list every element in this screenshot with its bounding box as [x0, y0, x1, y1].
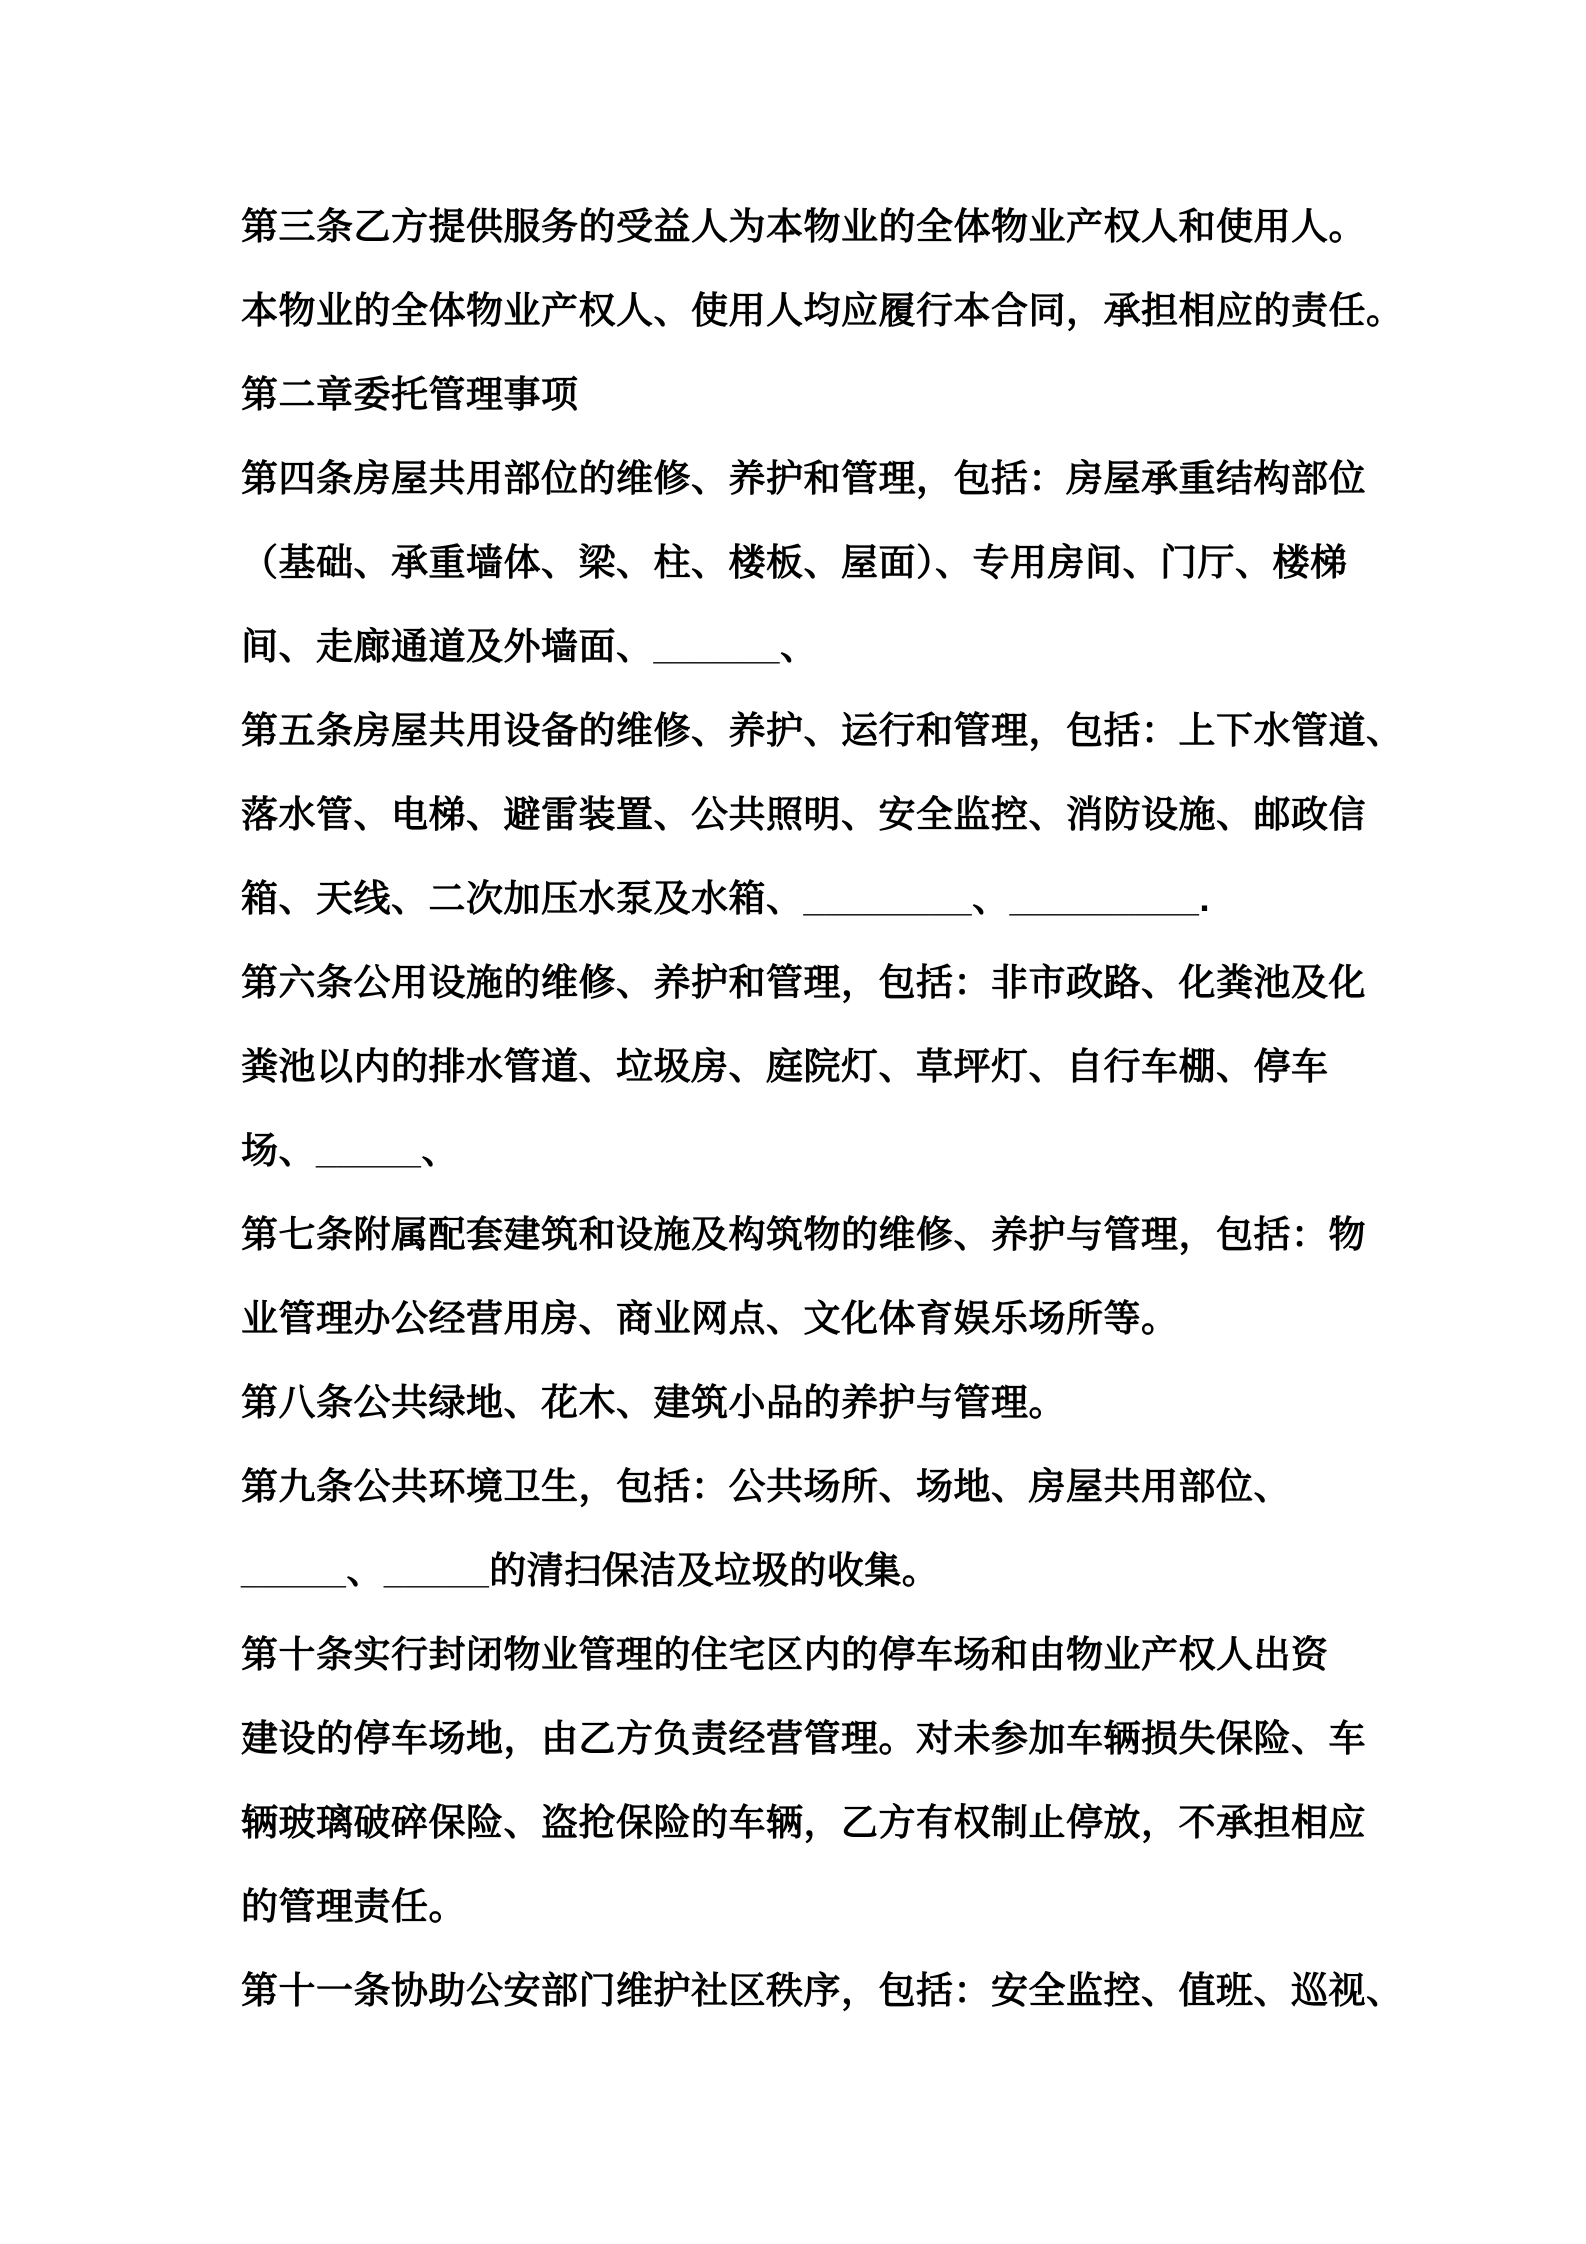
contract-line: 第三条乙方提供服务的受益人为本物业的全体物业产权人和使用人。 — [241, 206, 1366, 247]
contract-line: 场、_____、 — [241, 1130, 459, 1171]
contract-line: 第六条公用设施的维修、养护和管理，包括：非市政路、化粪池及化 — [241, 962, 1366, 1003]
contract-line: 第九条公共环境卫生，包括：公共场所、场地、房屋共用部位、 — [241, 1466, 1291, 1507]
contract-line: 辆玻璃破碎保险、盗抢保险的车辆，乙方有权制止停放，不承担相应 — [241, 1802, 1366, 1843]
contract-line: 落水管、电梯、避雷装置、公共照明、安全监控、消防设施、邮政信 — [241, 794, 1366, 835]
contract-line: 间、走廊通道及外墙面、______、 — [241, 626, 818, 667]
contract-line: 第七条附属配套建筑和设施及构筑物的维修、养护与管理，包括：物 — [241, 1214, 1366, 1255]
contract-text-block — [241, 185, 1511, 2033]
contract-line: 第五条房屋共用设备的维修、养护、运行和管理，包括：上下水管道、 — [241, 710, 1404, 751]
contract-line: 箱、天线、二次加压水泵及水箱、________、_________. — [241, 878, 1211, 919]
contract-line: 第十条实行封闭物业管理的住宅区内的停车场和由物业产权人出资 — [241, 1634, 1329, 1675]
contract-line: 本物业的全体物业产权人、使用人均应履行本合同，承担相应的责任。 — [241, 290, 1404, 331]
contract-line: 业管理办公经营用房、商业网点、文化体育娱乐场所等。 — [241, 1298, 1179, 1339]
contract-line: 的管理责任。 — [241, 1886, 466, 1927]
contract-line: _____、_____的清扫保洁及垃圾的收集。 — [241, 1550, 940, 1591]
contract-line: （基础、承重墙体、梁、柱、楼板、屋面）、专用房间、门厅、楼梯 — [241, 542, 1348, 583]
contract-line: 第四条房屋共用部位的维修、养护和管理，包括：房屋承重结构部位 — [241, 458, 1366, 499]
contract-line: 第十一条协助公安部门维护社区秩序，包括：安全监控、值班、巡视、 — [241, 1970, 1404, 2011]
contract-line: 建设的停车场地，由乙方负责经营管理。对未参加车辆损失保险、车 — [241, 1718, 1366, 1759]
contract-line: 第二章委托管理事项 — [241, 374, 579, 415]
contract-line: 粪池以内的排水管道、垃圾房、庭院灯、草坪灯、自行车棚、停车 — [241, 1046, 1329, 1087]
contract-line: 第八条公共绿地、花木、建筑小品的养护与管理。 — [241, 1382, 1066, 1423]
